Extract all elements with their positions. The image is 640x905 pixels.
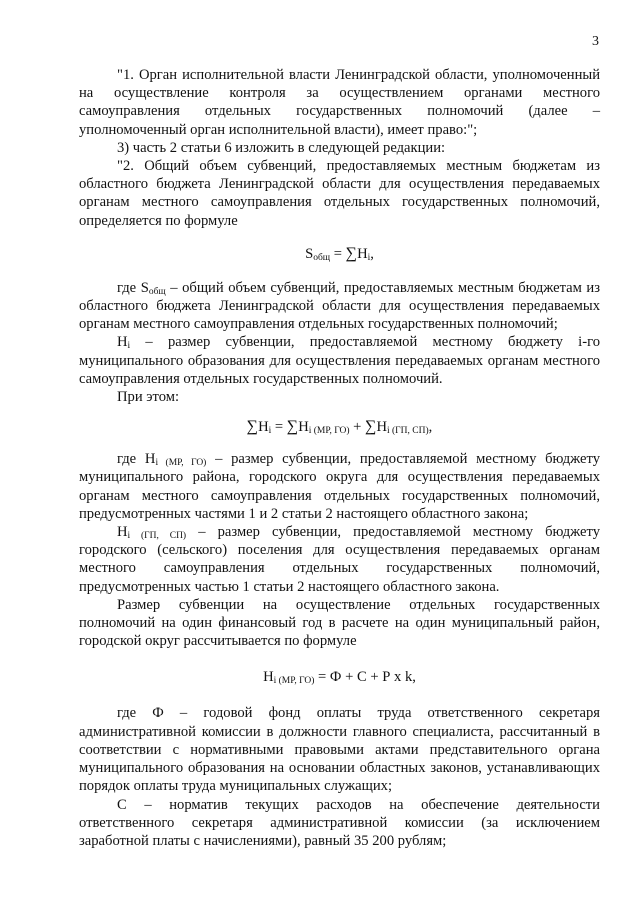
formula-term: H — [376, 419, 387, 436]
formula-subscript: i — [268, 426, 272, 437]
paragraph-at-this: При этом: — [117, 389, 180, 406]
paragraph-sobsh-definition — [79, 279, 600, 334]
text-segment: – размер субвенции, предоставляемой местному бюджету городского (сельского) поселения для осуществления передаваемых органам местного самоуправления отдельных государственных полномочий, предусмотренных частью 1 статьи 2 настоящего областного закона. — [79, 524, 600, 595]
sigma-symbol: ∑ — [286, 418, 299, 436]
formula-term: H — [298, 419, 309, 436]
formula-term: H — [357, 245, 368, 262]
text-subscript: i — [127, 341, 131, 352]
formula-subscript: i (ГП, СП) — [387, 426, 429, 437]
paragraph-phi-definition: где Ф – годовой фонд оплаты труда ответственного секретаря административной комиссии в должности главного специалиста, рассчитанный в соответствии с нормативными правовыми актами представительного органа муниципального образования на основании областных законов, устанавливающих порядок оплаты труда муниципальных служащих; — [79, 705, 600, 795]
sigma-symbol: ∑ — [246, 418, 259, 436]
paragraph-total-subvention: "2. Общий объем субвенций, предоставляемых местным бюджетам из областного бюджета Ленинградской области для осуществления передаваемых органам местного самоуправления отдельных государственных полномочий, определяется по формуле — [79, 158, 600, 229]
formula-punctuation: , — [370, 245, 374, 262]
formula-subscript: общ — [313, 252, 331, 263]
formula-subvention-calc — [79, 668, 600, 686]
formula-sum-split — [79, 418, 600, 436]
formula-subscript: i — [367, 252, 371, 263]
text-segment: – размер субвенции, предоставляемой местному бюджету муниципального района, городского округа для осуществления передаваемых органам местного самоуправления отдельных государственных полномочий, предусмотренных частями 1 и 2 статьи 2 настоящего областного закона; — [79, 451, 600, 522]
sigma-symbol: ∑ — [365, 418, 377, 436]
text-subscript: общ — [148, 286, 166, 297]
text-segment: – размер субвенции, предоставляемой местному бюджету i-го муниципального образования для осуществления передаваемых органам местного самоуправления отдельных государственных полномочий. — [79, 334, 600, 387]
paragraph-hi-mr-go-definition — [79, 450, 600, 523]
paragraph-amendment-article6: 3) часть 2 статьи 6 изложить в следующей редакции: — [117, 139, 446, 156]
formula-total-subvention — [79, 245, 600, 263]
formula-operator: = — [271, 419, 287, 436]
paragraph-c-definition: С – норматив текущих расходов на обеспечение деятельности ответственного секретаря административной комиссии (за исключением заработной платы с начислениями), равный 35 200 рублям; — [79, 796, 600, 849]
document-body — [79, 66, 600, 850]
text-segment: где S — [117, 279, 149, 296]
text-subscript: i (МР, ГО) — [155, 458, 207, 469]
page-number: 3 — [592, 34, 599, 49]
formula-operator: = — [330, 245, 346, 262]
text-segment: – общий объем субвенций, предоставляемых местным бюджетам из областного бюджета Ленинградской области для осуществления передаваемых органам местного самоуправления отдельных государственных полномочий; — [79, 279, 600, 333]
formula-term: H — [263, 669, 274, 686]
text-segment: H — [117, 334, 128, 351]
text-subscript: i (ГП, СП) — [127, 531, 187, 542]
text-segment: H — [117, 524, 128, 541]
text-segment: где H — [117, 451, 156, 468]
formula-subscript: i (МР, ГО) — [273, 676, 315, 687]
formula-term: H — [258, 419, 269, 436]
formula-term: S — [305, 245, 314, 262]
paragraph-hi-definition — [79, 333, 600, 388]
sigma-symbol: ∑ — [345, 244, 358, 262]
paragraph-authority-rights: "1. Орган исполнительной власти Ленинградской области, уполномоченный на осуществление контроля за осуществлением органами местного самоуправления отдельных государственных полномочий (далее – уполномоченный орган исполнительной власти), имеет право:"; — [79, 67, 600, 138]
formula-subscript: i (МР, ГО) — [308, 426, 350, 437]
formula-operator: + — [349, 419, 366, 436]
formula-expression: = Ф + С + Р х k, — [314, 669, 416, 686]
paragraph-hi-gp-sp-definition — [79, 523, 600, 596]
paragraph-subvention-size: Размер субвенции на осуществление отдельных государственных полномочий на один финансовый год в расчете на один муниципальный район, городской округ рассчитывается по формуле — [79, 596, 600, 650]
formula-punctuation: , — [428, 419, 433, 436]
